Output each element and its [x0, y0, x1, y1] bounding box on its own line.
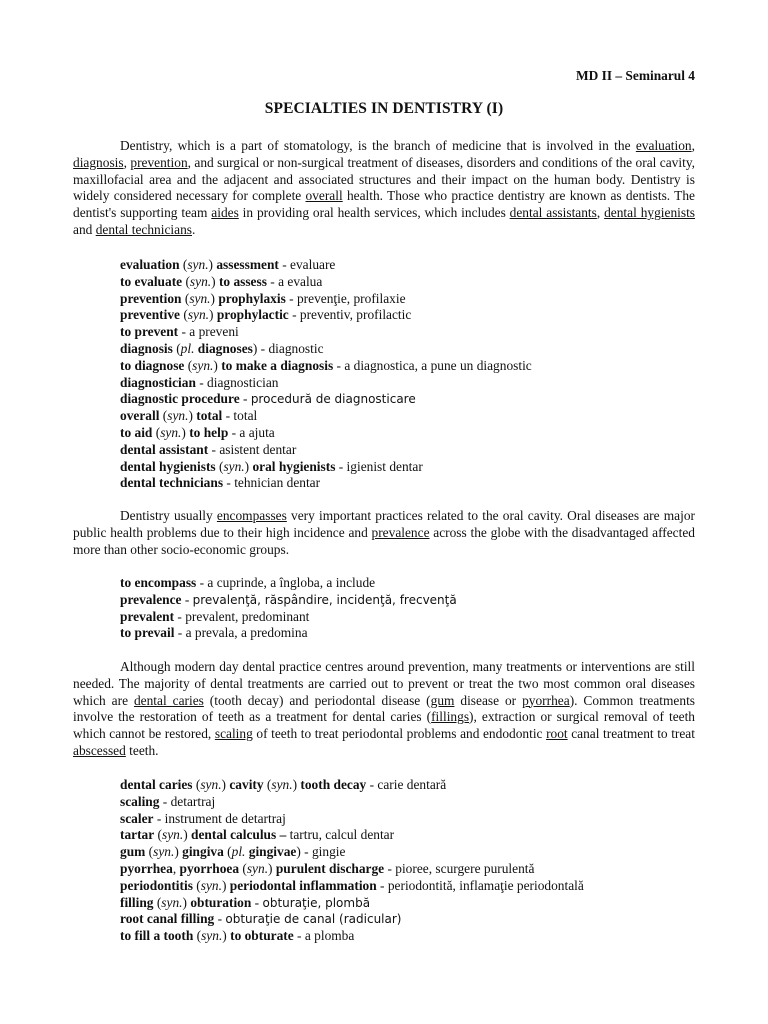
vocab-text: (: [145, 844, 154, 860]
vocab-text: (: [182, 273, 190, 289]
vocab-entry: [120, 274, 720, 291]
vocab-term: tooth decay: [300, 777, 367, 792]
vocab-text: - detartraj: [159, 793, 216, 809]
vocab-text: (: [215, 458, 224, 474]
vocab-entry: [120, 844, 720, 861]
vocab-entry: [120, 794, 720, 811]
vocab-text: ): [213, 357, 222, 373]
vocab-text: - preventiv, profilactic: [288, 307, 412, 323]
vocab-entry: [120, 324, 720, 341]
vocabulary-list-1: [120, 257, 720, 492]
vocab-term: to evaluate: [120, 273, 183, 289]
vocab-text: (: [172, 340, 181, 356]
vocab-text: ): [268, 860, 276, 876]
vocab-entry: [120, 257, 720, 274]
treatments-paragraph: Although modern day dental practice centres around prevention, many treatments or interventions are still needed. The majority of dental treatments are carried out to prevent or treat the two most common oral diseases which are dental caries (tooth decay) and periodontal disease (gum disease or pyorrhea). Common treatments involve the restoration of teeth as a treatment for dental caries (fillings), extraction or surgical removal of teeth which cannot be restored, scaling of teeth to treat periodontal problems and endodontic root canal treatment to treat abscessed teeth.: [73, 659, 695, 758]
vocab-term: cavity: [229, 777, 264, 792]
vocab-entry: [120, 375, 720, 392]
vocab-term: gum: [120, 844, 146, 860]
vocab-text: - prevalent, predominant: [174, 608, 310, 624]
vocab-text: (: [192, 877, 201, 893]
vocab-abbrev: pl.: [180, 340, 195, 356]
vocab-text: ): [222, 928, 231, 944]
vocab-abbrev: syn.: [223, 458, 245, 474]
vocab-term: overall: [120, 408, 160, 424]
vocab-term: purulent discharge: [275, 860, 385, 876]
vocab-term: to prevent: [120, 324, 179, 340]
vocab-text: - a prevala, a predomina: [174, 625, 308, 641]
vocab-text: (: [239, 860, 247, 876]
vocab-text: - instrument de detartraj: [153, 810, 286, 826]
vocab-abbrev: syn.: [246, 860, 269, 876]
vocab-entry: [120, 291, 720, 308]
vocab-term: diagnosis: [120, 340, 173, 356]
vocab-translation: procedură de diagnosticare: [250, 392, 416, 407]
vocab-term: scaler: [120, 810, 154, 826]
vocab-entry: [120, 911, 720, 928]
vocab-abbrev: syn.: [201, 928, 223, 944]
vocab-term: periodontal inflammation: [229, 877, 377, 893]
vocab-text: ): [210, 290, 219, 306]
vocab-term: to help: [189, 424, 229, 440]
vocab-text: ): [211, 273, 219, 289]
vocab-text: ): [188, 408, 197, 424]
vocab-entry: [120, 575, 720, 592]
vocab-text: ): [209, 307, 217, 323]
vocab-text: tartru, calcul dentar: [286, 827, 395, 843]
vocab-term: dental hygienists: [120, 458, 216, 474]
vocab-abbrev: syn.: [200, 777, 222, 792]
vocab-term: to encompass: [120, 575, 197, 590]
vocab-text: - a diagnostica, a pune un diagnostic: [333, 357, 532, 373]
vocab-term: prophylactic: [216, 307, 289, 323]
vocab-abbrev: pl.: [231, 844, 246, 860]
vocab-text: (: [180, 307, 188, 323]
vocab-term: to assess: [218, 273, 267, 289]
vocab-text: (: [263, 777, 272, 792]
vocab-term: diagnostician: [120, 374, 196, 390]
vocab-term: evaluation: [120, 257, 180, 272]
vocab-term: total: [196, 408, 223, 424]
vocab-text: - igienist dentar: [335, 458, 423, 474]
vocab-text: ): [221, 877, 230, 893]
vocab-text: ) - gingie: [296, 844, 346, 860]
vocab-text: (: [179, 257, 188, 272]
vocab-term: prevalence: [120, 591, 182, 607]
vocab-text: ,: [172, 860, 180, 876]
vocab-entry: [120, 609, 720, 626]
vocab-term: scaling: [120, 793, 160, 809]
vocab-text: - total: [222, 408, 258, 424]
vocab-term: filling: [120, 894, 154, 910]
vocab-entry: [120, 811, 720, 828]
intro-paragraph: Dentistry, which is a part of stomatology, is the branch of medicine that is involved in the evaluation, diagnosis, prevention, and surgical or non-surgical treatment of diseases, disorders and conditions of the oral cavity, maxillofacial area and the adjacent and associated structures and their impact on the human body. Dentistry is widely considered necessary for complete overall health. Those who practice dentistry are known as dentists. The dentist's supporting team aides in providing oral health services, which includes dental assistants, dental hygienists and dental technicians.: [73, 138, 695, 237]
vocab-text: - a cuprinde, a îngloba, a include: [196, 575, 376, 590]
vocab-text: (: [223, 844, 232, 860]
vocab-entry: [120, 827, 720, 844]
vocab-translation: obturaţie de canal (radicular): [225, 912, 402, 927]
vocab-text: ): [292, 777, 301, 792]
vocab-term: to aid: [120, 424, 153, 440]
vocab-text: - a plomba: [293, 928, 355, 944]
vocab-text: (: [152, 424, 161, 440]
vocab-text: - diagnostician: [195, 374, 279, 390]
vocab-text: ): [244, 458, 253, 474]
vocab-text: - a evalua: [266, 273, 323, 289]
vocab-abbrev: syn.: [187, 257, 209, 272]
vocab-term: dental assistant: [120, 441, 209, 457]
vocab-abbrev: syn.: [189, 273, 212, 289]
vocab-text: (: [181, 290, 190, 306]
vocab-term: gingivae: [248, 844, 297, 860]
vocab-term: to diagnose: [120, 357, 185, 373]
vocab-term: prevalent: [120, 608, 175, 624]
vocab-term: periodontitis: [120, 877, 193, 893]
vocab-term: tartar: [120, 827, 155, 843]
vocab-text: -: [239, 391, 251, 407]
vocab-term: diagnoses: [197, 340, 253, 356]
vocab-entry: [120, 408, 720, 425]
vocab-entry: [120, 861, 720, 878]
vocab-text: ): [174, 844, 183, 860]
vocab-entry: [120, 358, 720, 375]
vocab-text: - a ajuta: [228, 424, 275, 440]
vocab-text: - tehnician dentar: [223, 475, 321, 491]
vocab-text: - evaluare: [278, 257, 336, 272]
vocab-text: -: [181, 591, 193, 607]
vocab-term: oral hygienists: [252, 458, 336, 474]
vocab-text: -: [251, 894, 263, 910]
vocab-entry: [120, 878, 720, 895]
vocabulary-list-2: [120, 575, 720, 642]
vocab-abbrev: syn.: [162, 827, 184, 843]
vocab-term: prevention: [120, 290, 182, 306]
vocab-text: (: [193, 928, 202, 944]
vocab-text: ): [221, 777, 230, 792]
vocab-term: to make a diagnosis: [221, 357, 334, 373]
vocab-text: ): [182, 894, 191, 910]
vocab-term: obturation: [190, 894, 252, 910]
vocab-abbrev: syn.: [153, 844, 175, 860]
vocab-text: ) - diagnostic: [252, 340, 324, 356]
vocab-entry: [120, 928, 720, 945]
vocab-text: - asistent dentar: [208, 441, 297, 457]
vocab-term: to prevail: [120, 625, 175, 641]
vocab-text: -: [214, 911, 226, 927]
vocab-term: root canal filling: [120, 911, 215, 927]
vocab-entry: [120, 307, 720, 324]
vocab-abbrev: syn.: [187, 307, 210, 323]
vocab-entry: [120, 592, 720, 609]
vocab-text: (: [184, 357, 193, 373]
vocab-entry: [120, 425, 720, 442]
vocab-text: ): [183, 827, 192, 843]
vocab-text: - prevenţie, profilaxie: [285, 290, 406, 306]
vocab-term: pyorrhea: [120, 860, 173, 876]
vocab-entry: [120, 459, 720, 476]
vocab-abbrev: syn.: [161, 894, 183, 910]
page-title: SPECIALTIES IN DENTISTRY (I): [264, 100, 504, 117]
vocab-entry: [120, 341, 720, 358]
vocab-abbrev: syn.: [189, 290, 211, 306]
vocab-abbrev: syn.: [160, 424, 182, 440]
vocab-text: ): [181, 424, 190, 440]
vocab-entry: [120, 895, 720, 912]
vocab-text: - a preveni: [178, 324, 239, 340]
vocab-translation: prevalenţă, răspândire, incidenţă, frecvenţă: [192, 592, 457, 607]
vocabulary-list-3: [120, 777, 720, 945]
vocab-abbrev: syn.: [192, 357, 214, 373]
vocab-text: - carie dentară: [366, 777, 447, 792]
encompass-paragraph: Dentistry usually encompasses very important practices related to the oral cavity. Oral diseases are major public health problems due to their high incidence and prevalence across the globe with the disadvantaged affected more than other socio-economic groups.: [73, 508, 696, 557]
vocab-text: - pioree, scurgere purulentă: [384, 860, 535, 876]
vocab-term: dental calculus –: [191, 827, 287, 843]
vocab-text: (: [154, 827, 163, 843]
vocab-term: pyorrhoea: [179, 860, 240, 876]
vocab-text: ): [208, 257, 217, 272]
vocab-term: to fill a tooth: [120, 928, 194, 944]
vocab-entry: [120, 475, 720, 492]
vocab-entry: [120, 777, 720, 794]
vocab-term: prophylaxis: [218, 290, 286, 306]
vocab-entry: [120, 625, 720, 642]
vocab-abbrev: syn.: [271, 777, 293, 792]
vocab-term: dental caries: [120, 777, 193, 792]
document-header: MD II – Seminarul 4: [575, 68, 695, 83]
vocab-text: (: [153, 894, 162, 910]
vocab-abbrev: syn.: [167, 408, 189, 424]
vocab-text: (: [159, 408, 168, 424]
vocab-entry: [120, 391, 720, 408]
vocab-term: to obturate: [230, 928, 294, 944]
vocab-term: gingiva: [182, 844, 224, 860]
vocab-term: assessment: [216, 257, 279, 272]
vocab-entry: [120, 442, 720, 459]
vocab-term: dental technicians: [120, 475, 224, 491]
vocab-abbrev: syn.: [200, 877, 222, 893]
vocab-text: (: [192, 777, 201, 792]
vocab-term: diagnostic procedure: [120, 391, 240, 407]
vocab-term: preventive: [120, 307, 180, 323]
vocab-translation: obturaţie, plombă: [262, 895, 371, 910]
vocab-text: - periodontită, inflamaţie periodontală: [376, 877, 584, 893]
